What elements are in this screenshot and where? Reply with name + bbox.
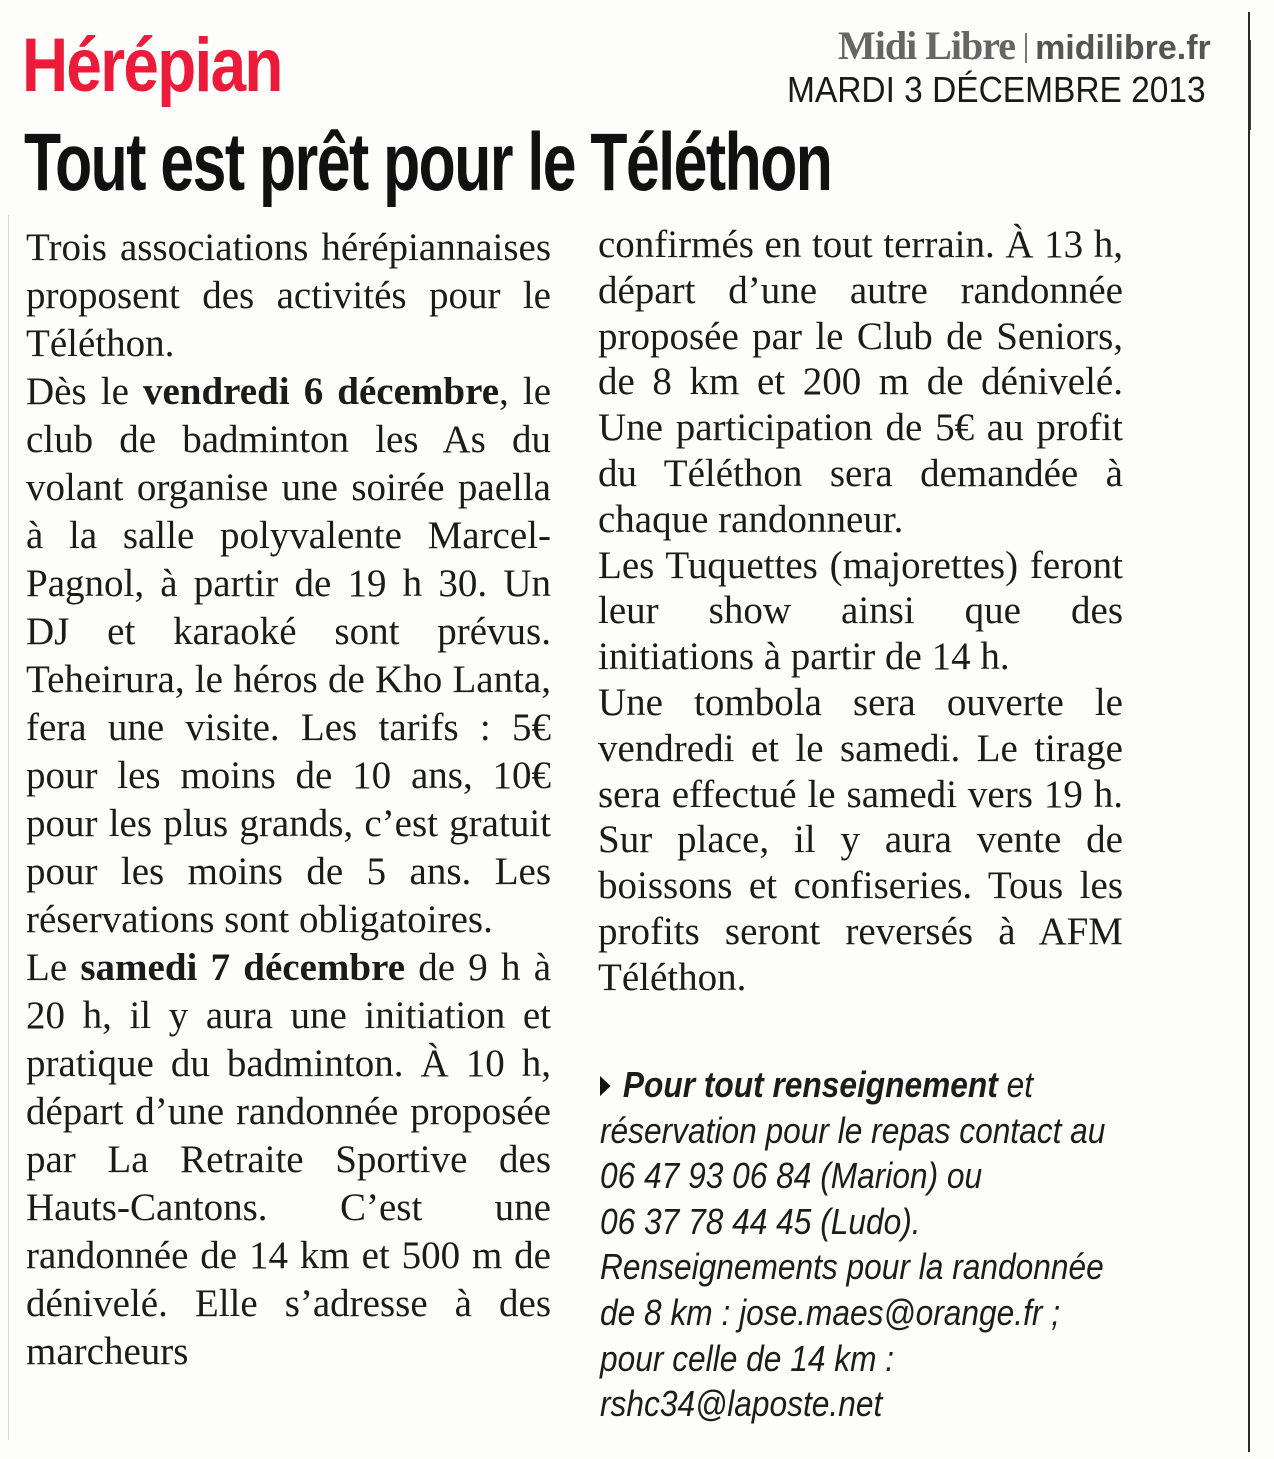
email-rshc: rshc34@laposte.net — [600, 1383, 883, 1425]
right-border-rule-secondary — [1250, 40, 1251, 130]
bullet-arrow-icon — [600, 1076, 611, 1096]
phone-marion: 06 47 93 06 84 (Marion) ou — [600, 1155, 983, 1197]
info-line-1-rest: et — [997, 1064, 1034, 1105]
hike-paragraph: confirmés en tout terrain. À 13 h, départ d’une autre randonnée proposée par le Club de Seniors, de 8 km et 200 m de dénivelé. Une participation de 5€ au profit du Téléthon sera demandée à chaque randonneur. — [598, 223, 1123, 541]
saturday-body: de 9 h à 20 h, il y aura une initiation et pratique du badminton. À 10 h, départ d’une randonnée proposée par La Retraite Sportive des Hauts-Cantons. C’est une randonnée de 14 km et 500 m de dénivelé. Elle s’adresse à des marcheurs — [26, 946, 552, 1373]
email-jose: de 8 km : jose.maes@orange.fr ; — [600, 1291, 1061, 1333]
kicker-town: Hérépian — [22, 23, 282, 108]
right-border-rule — [1248, 12, 1250, 1452]
article-column-right — [598, 222, 1123, 1001]
left-margin-rule — [8, 215, 9, 1440]
publication-date: MARDI 3 DÉCEMBRE 2013 — [787, 69, 1206, 110]
intro-paragraph: Trois associations hérépiannaises proposent des activités pour le Téléthon. — [26, 226, 551, 365]
info-line-5: Renseignements pour la randonnée — [600, 1246, 1104, 1288]
masthead-separator — [1025, 33, 1027, 63]
phone-ludo: 06 37 78 44 45 (Ludo). — [600, 1200, 921, 1242]
friday-date: vendredi 6 décembre — [142, 370, 500, 413]
saturday-date: samedi 7 décembre — [80, 946, 406, 989]
contact-info-box — [600, 1062, 1140, 1427]
info-line-1 — [600, 1062, 1075, 1108]
info-lead: Pour tout renseignement — [622, 1064, 998, 1105]
article-title: Tout est prêt pour le Téléthon — [24, 117, 832, 208]
article-column-left — [26, 224, 551, 1376]
saturday-paragraph — [26, 944, 551, 1376]
friday-body: , le club de badminton les As du volant organise une soirée paella à la salle polyvalente Marcel-Pagnol, à partir de 19 h 30. Un DJ et karaoké sont prévus. Teheirura, le héros de Kho Lanta, fera une visite. Les tarifs : 5€ pour les moins de 10 ans, 10€ pour les plus grands, c’est gratuit pour les moins de 5 ans. Les réservations sont obligatoires. — [26, 370, 551, 941]
friday-lead: Dès le — [26, 370, 143, 413]
masthead — [838, 23, 1228, 68]
info-line-2: réservation pour le repas contact au — [600, 1109, 1106, 1151]
saturday-lead: Le — [26, 946, 81, 989]
majorettes-paragraph: Les Tuquettes (majorettes) feront leur show ainsi que des initiations à partir de 14 h. — [598, 543, 1123, 679]
info-line-7: pour celle de 14 km : — [600, 1337, 895, 1379]
tombola-paragraph: Une tombola sera ouverte le vendredi et le samedi. Le tirage sera effectué le samedi vers 19 h. Sur place, il y aura vente de boissons et confiseries. Tous les profits seront reversés à AFM Téléthon. — [598, 680, 1123, 999]
friday-paragraph — [26, 368, 551, 944]
paper-name: Midi Libre — [838, 23, 1016, 68]
paper-website: midilibre.fr — [1035, 29, 1211, 67]
